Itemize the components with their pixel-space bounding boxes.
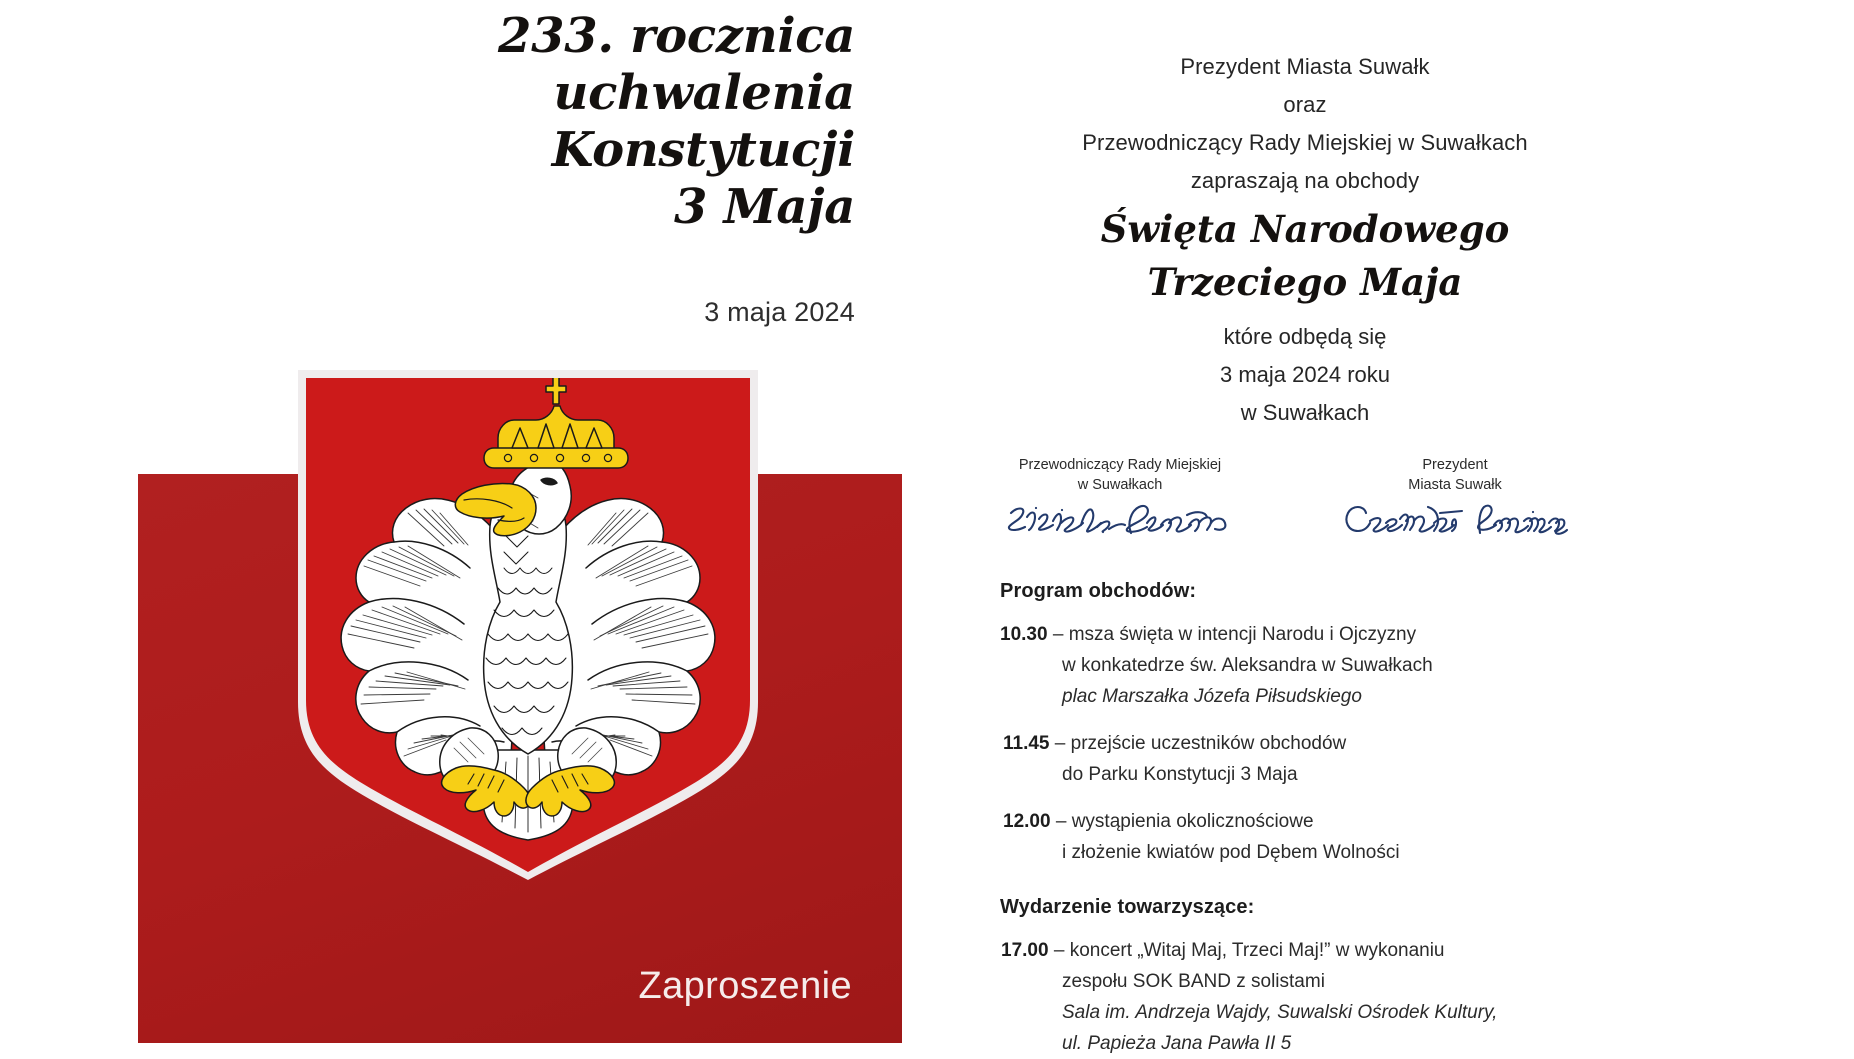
headline-line-3: Konstytucji xyxy=(551,122,855,179)
event-title-line-2: Trzeciego Maja xyxy=(1147,260,1463,304)
intro-line-2: oraz xyxy=(1283,92,1327,117)
program-venue: plac Marszałka Józefa Piłsudskiego xyxy=(1062,686,1362,707)
program-item xyxy=(1000,806,1640,868)
signature-chairman xyxy=(995,455,1245,541)
program-text: wystąpienia okolicznościowe xyxy=(1071,811,1314,832)
program-dash: – xyxy=(1055,811,1067,832)
sig-title-line-1: Prezydent xyxy=(1422,457,1488,473)
intro-line-3: Przewodniczący Rady Miejskiej w Suwałkach xyxy=(1082,130,1528,155)
poster-right-column xyxy=(1000,0,1690,1054)
signature-block xyxy=(1000,455,1620,545)
program-dash: – xyxy=(1054,733,1066,754)
signature-title-chairman xyxy=(995,455,1245,495)
event-when xyxy=(1000,318,1610,432)
sig-title-line-2: w Suwałkach xyxy=(1077,477,1163,493)
coat-of-arms-shield-icon xyxy=(298,370,758,880)
headline-date: 3 maja 2024 xyxy=(704,297,855,327)
intro-line-1: Prezydent Miasta Suwałk xyxy=(1180,54,1430,79)
handwritten-signature-mayor xyxy=(1330,499,1580,541)
side-event-venue-1: Sala im. Andrzeja Wajdy, Suwalski Ośrodek Kultury, xyxy=(1062,1002,1498,1023)
side-event-item xyxy=(1000,935,1640,1059)
side-event-dash: – xyxy=(1053,940,1065,961)
poster-left-column xyxy=(0,0,905,1043)
program-subline: i złożenie kwiatów pod Dębem Wolności xyxy=(1062,842,1400,863)
signature-title-mayor xyxy=(1330,455,1580,495)
invitation-badge: Zaproszenie xyxy=(638,965,852,1007)
program-text: przejście uczestników obchodów xyxy=(1070,733,1347,754)
headline-line-1: 233. rocznica xyxy=(498,8,855,64)
side-event-heading: Wydarzenie towarzyszące: xyxy=(1000,896,1255,918)
signature-mayor xyxy=(1330,455,1580,541)
program-section xyxy=(1000,580,1640,1059)
program-time: 10.30 xyxy=(1000,624,1048,645)
side-event-text: koncert „Witaj Maj, Trzeci Maj!” w wykonaniu xyxy=(1069,940,1445,961)
program-subline: do Parku Konstytucji 3 Maja xyxy=(1062,764,1298,785)
page-title xyxy=(0,8,855,236)
side-event-time: 17.00 xyxy=(1001,940,1049,961)
invitation-intro xyxy=(1000,48,1610,200)
headline-line-2: uchwalenia xyxy=(553,65,855,122)
when-line-3: w Suwałkach xyxy=(1240,400,1370,425)
program-dash: – xyxy=(1052,624,1064,645)
program-text: msza święta w intencji Narodu i Ojczyzny xyxy=(1068,624,1417,645)
program-heading: Program obchodów: xyxy=(1000,580,1197,602)
sig-title-line-1: Przewodniczący Rady Miejskiej xyxy=(1018,457,1222,473)
side-event-venue-2: ul. Papieża Jana Pawła II 5 xyxy=(1062,1033,1292,1054)
sig-title-line-2: Miasta Suwałk xyxy=(1408,477,1502,493)
program-subline: w konkatedrze św. Aleksandra w Suwałkach xyxy=(1062,655,1433,676)
headline-line-4: 3 Maja xyxy=(673,179,855,236)
intro-line-4: zapraszają na obchody xyxy=(1190,168,1420,193)
program-item xyxy=(1000,728,1640,790)
when-line-2: 3 maja 2024 roku xyxy=(1220,362,1390,387)
side-event-subline: zespołu SOK BAND z solistami xyxy=(1062,971,1325,992)
program-time: 12.00 xyxy=(1003,811,1051,832)
event-title-line-1: Święta Narodowego xyxy=(1100,207,1510,251)
program-item xyxy=(1000,619,1640,712)
program-time: 11.45 xyxy=(1003,733,1050,754)
handwritten-signature-chairman xyxy=(995,499,1245,541)
event-title xyxy=(1000,203,1610,309)
when-line-1: które odbędą się xyxy=(1223,324,1387,349)
